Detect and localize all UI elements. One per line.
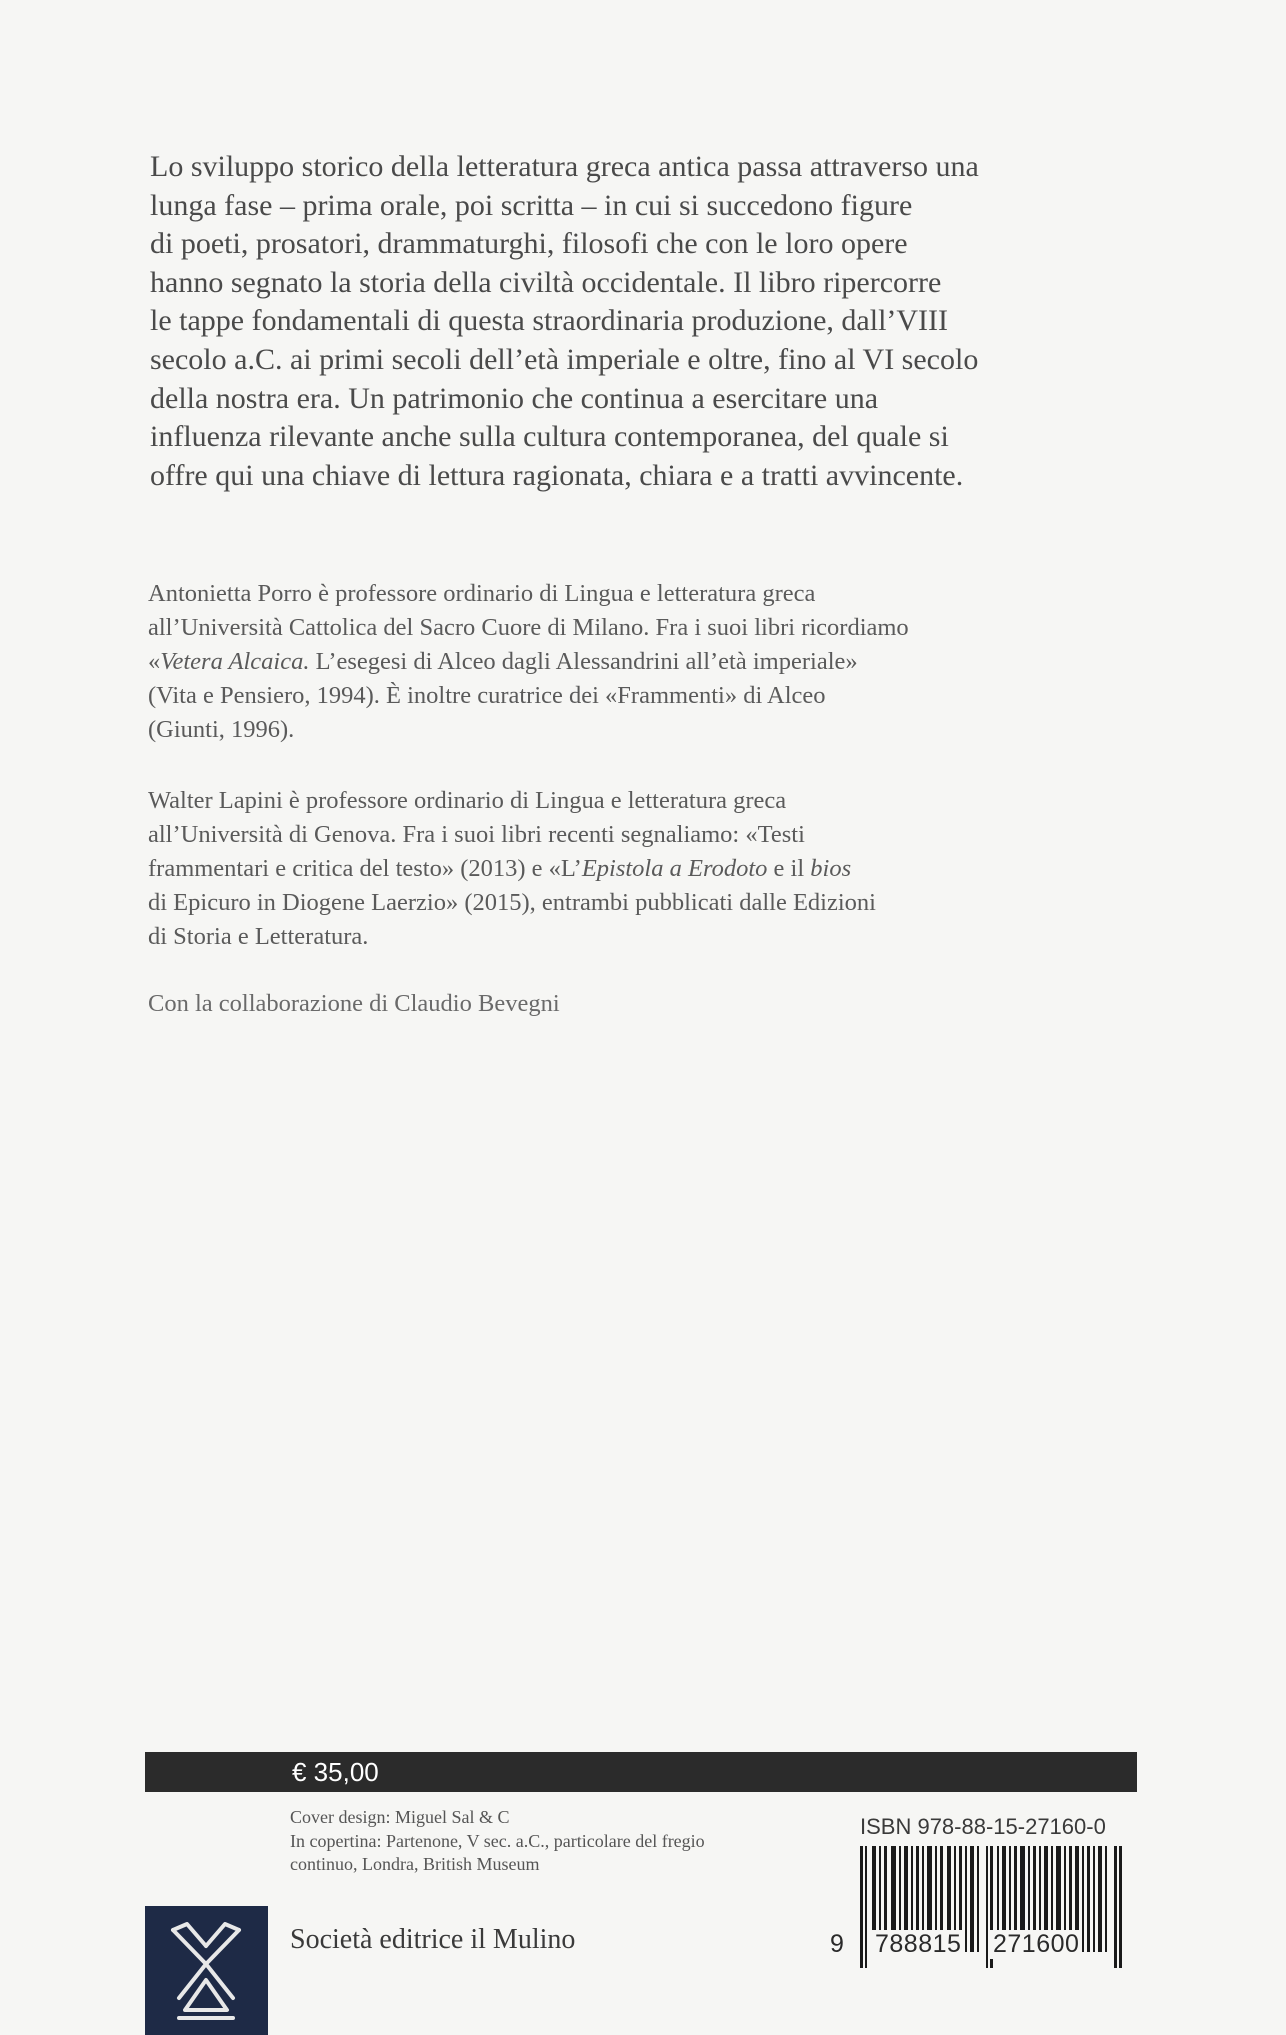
bio-line: all’Università Cattolica del Sacro Cuore di Milano. Fra i suoi libri ricordiamo: [148, 614, 909, 641]
blurb-line: lunga fase – prima orale, poi scritta – in cui si succedono figure: [150, 188, 913, 222]
author-bio-porro: [148, 577, 1148, 747]
collaboration-credit: Con la collaborazione di Claudio Bevegni: [148, 990, 560, 1017]
bio-line: Walter Lapini è professore ordinario di Lingua e letteratura greca: [148, 787, 787, 814]
barcode-first-digit: 9: [830, 1930, 844, 1958]
cover-credits: [290, 1806, 705, 1877]
barcode-group-left: 788815: [872, 1930, 964, 1959]
bio-text: «: [148, 648, 161, 675]
publisher-name: Società editrice il Mulino: [290, 1924, 576, 1955]
credit-line: continuo, Londra, British Museum: [290, 1854, 540, 1874]
blurb-line: hanno segnato la storia della civiltà occidentale. Il libro ripercorre: [150, 265, 942, 299]
bio-line: [148, 852, 1148, 886]
mulino-logo-icon: [145, 1906, 268, 2035]
price-label: € 35,00: [292, 1757, 379, 1787]
bio-text: e il: [767, 855, 811, 882]
bio-line: Antonietta Porro è professore ordinario di Lingua e letteratura greca: [148, 580, 816, 607]
credit-line: Cover design: Miguel Sal & C: [290, 1807, 510, 1827]
blurb-line: della nostra era. Un patrimonio che continua a esercitare una: [150, 381, 879, 415]
bio-line: di Epicuro in Diogene Laerzio» (2015), entrambi pubblicati dalle Edizioni: [148, 889, 876, 916]
bio-text: L’esegesi di Alceo dagli Alessandrini all’età imperiale»: [309, 648, 858, 675]
bio-line: all’Università di Genova. Fra i suoi libri recenti segnaliamo: «Testi: [148, 821, 805, 848]
book-title-italic: bios: [810, 855, 852, 882]
bio-text: frammentari e critica del testo» (2013) e «L’: [148, 855, 582, 882]
barcode-digits: [830, 1926, 1130, 1966]
bio-line: (Vita e Pensiero, 1994). È inoltre curatrice dei «Frammenti» di Alceo: [148, 682, 826, 709]
blurb-line: offre qui una chiave di lettura ragionata, chiara e a tratti avvincente.: [150, 458, 964, 492]
blurb-line: di poeti, prosatori, drammaturghi, filosofi che con le loro opere: [150, 227, 908, 261]
bio-line: (Giunti, 1996).: [148, 716, 295, 743]
blurb-line: influenza rilevante anche sulla cultura contemporanea, del quale si: [150, 420, 949, 454]
bio-line: [148, 645, 1148, 679]
credit-line: In copertina: Partenone, V sec. a.C., particolare del fregio: [290, 1830, 705, 1851]
blurb-line: Lo sviluppo storico della letteratura greca antica passa attraverso una: [150, 150, 979, 183]
author-bio-lapini: [148, 784, 1148, 954]
blurb-line: le tappe fondamentali di questa straordinaria produzione, dall’VIII: [150, 304, 949, 338]
barcode-group-right: 271600: [990, 1930, 1082, 1959]
book-title-italic: Vetera Alcaica.: [160, 648, 310, 675]
price-bar: [145, 1752, 1137, 1792]
isbn-label: ISBN 978-88-15-27160-0: [860, 1814, 1106, 1839]
bio-line: di Storia e Letteratura.: [148, 923, 369, 950]
book-title-italic: Epistola a Erodoto: [581, 855, 768, 882]
blurb-line: secolo a.C. ai primi secoli dell’età imperiale e oltre, fino al VI secolo: [150, 342, 979, 376]
blurb-paragraph: [150, 148, 1150, 495]
